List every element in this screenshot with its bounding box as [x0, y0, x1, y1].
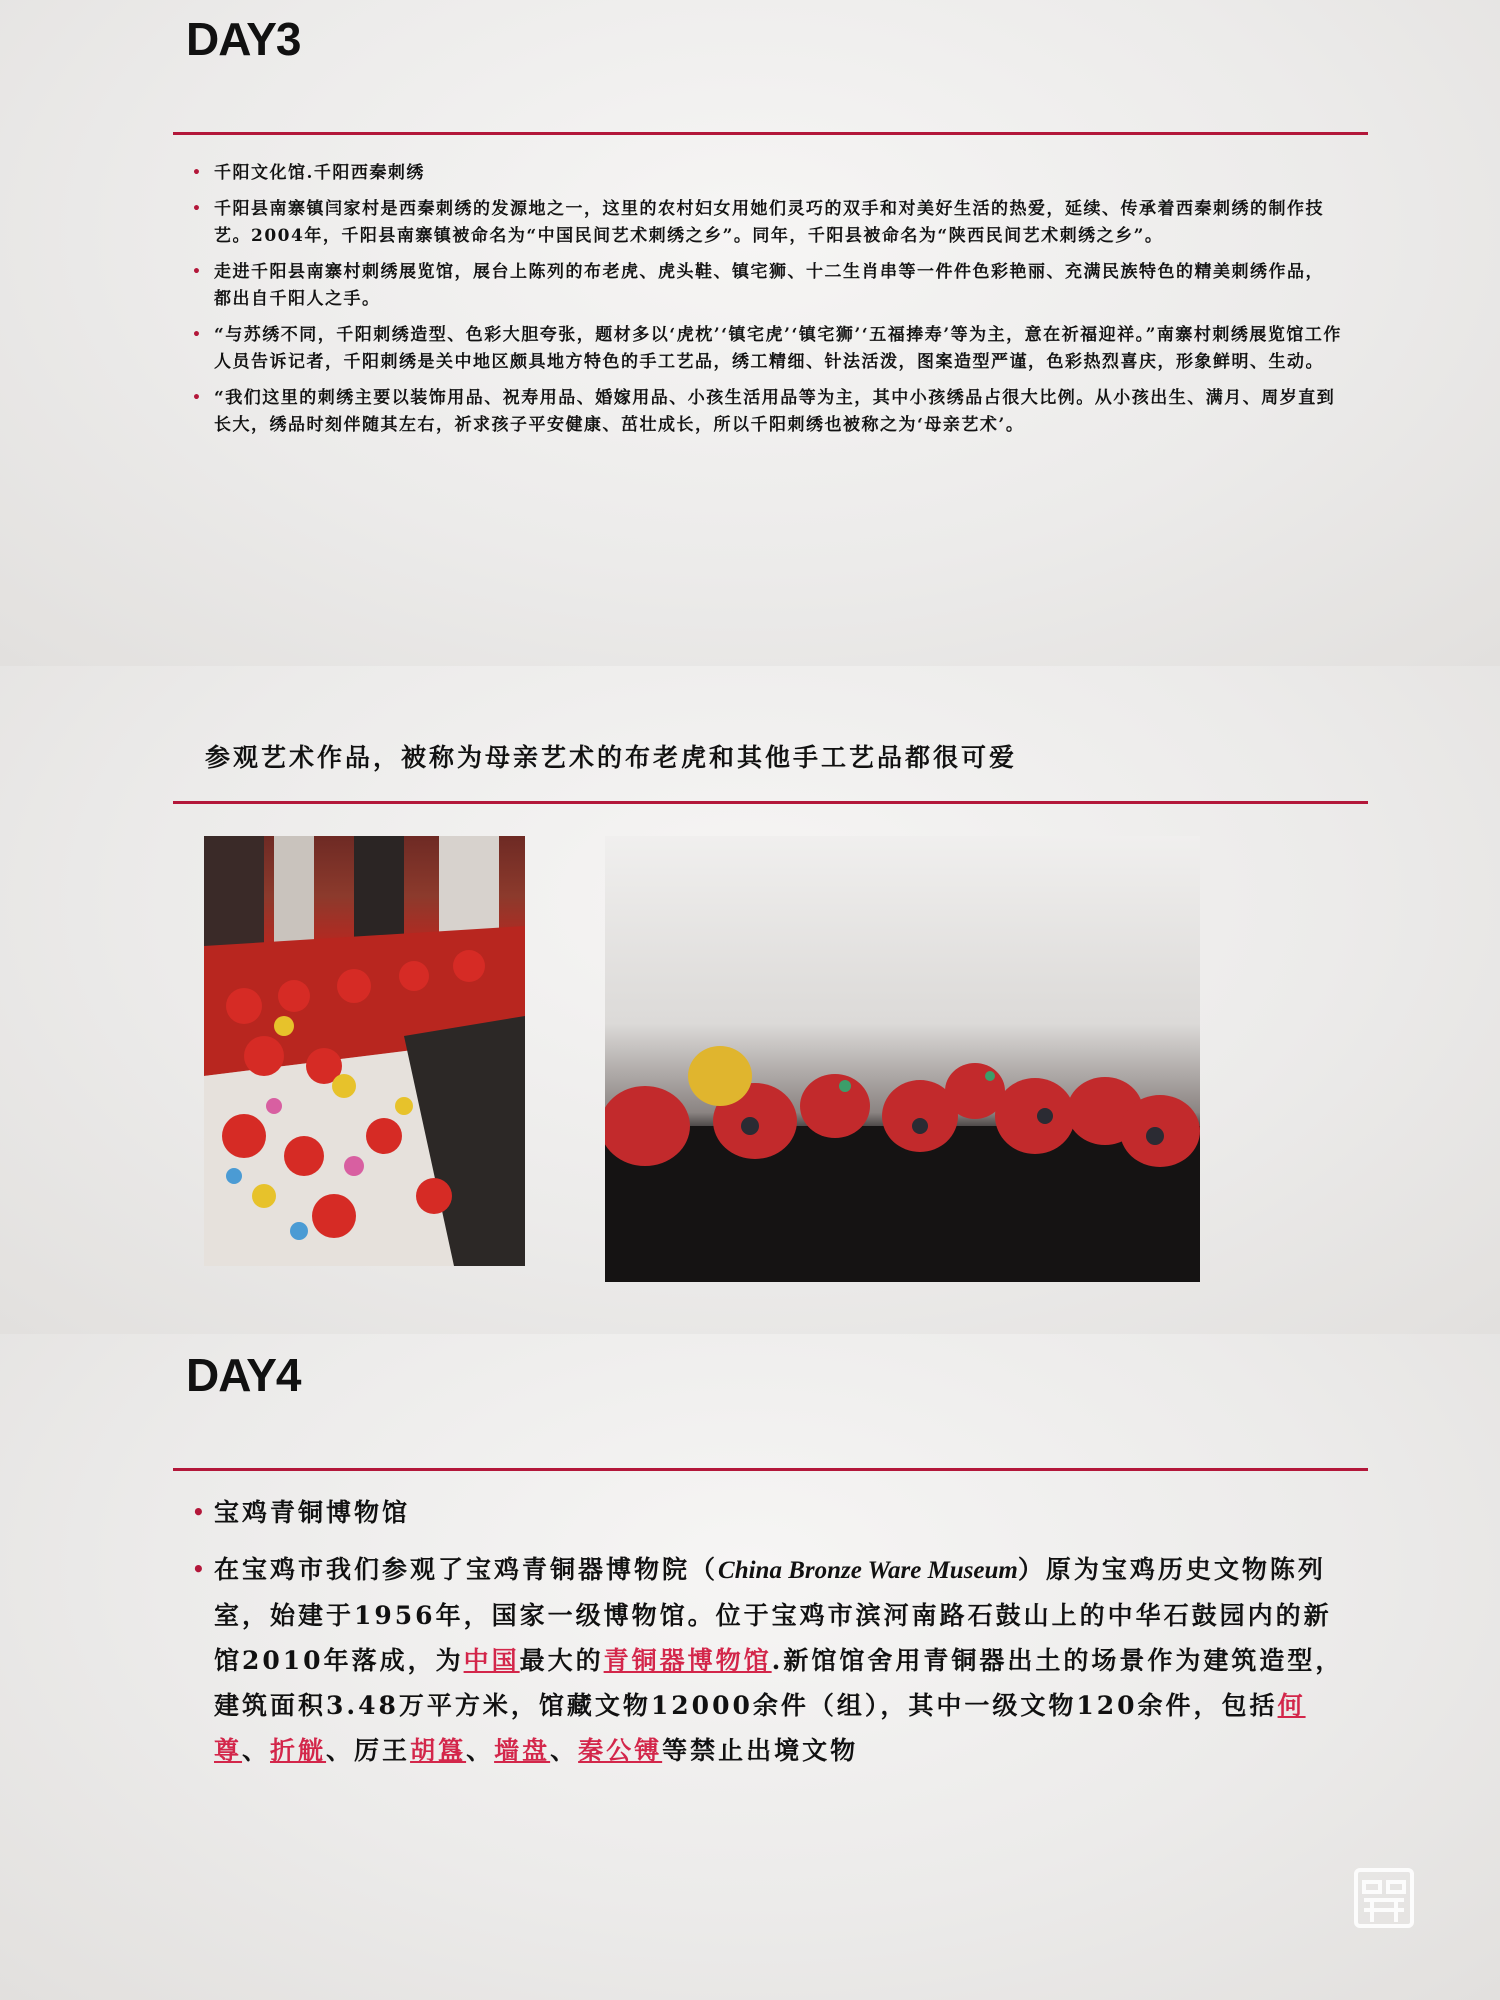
list-item: • “我们这里的刺绣主要以装饰用品、祝寿用品、婚嫁用品、小孩生活用品等为主，其中小孩绣品占很大比例。从小孩出生、满月、周岁直到长大，绣品时刻伴随其左右，祈求孩子平安健康、茁壮成长，所以千阳刺绣也被称之为‘母亲艺术’。: [182, 385, 1342, 439]
list-item: • 宝鸡青铜博物馆: [182, 1490, 1352, 1535]
embroidery-table-photo: [204, 836, 525, 1266]
bullet-icon: •: [192, 390, 203, 406]
slide-day4: [0, 1334, 1500, 2000]
link-qiang-pan[interactable]: 墙盘: [494, 1736, 551, 1765]
bullet-icon: •: [192, 327, 203, 343]
link-qin-gong-bo[interactable]: 秦公镈: [578, 1736, 663, 1765]
title-divider: [173, 1468, 1368, 1471]
cloth-tigers-image: [605, 836, 1200, 1282]
list-item: • 在宝鸡市我们参观了宝鸡青铜器博物院（China Bronze Ware Museum）原为宝鸡历史文物陈列室，始建于1956年，国家一级博物馆。位于宝鸡市滨河南路石鼓山上的中华石鼓园内的新馆2010年落成，为中国最大的青铜器博物馆.新馆馆舍用青铜器出土的场景作为建筑造型，建筑面积3.48万平方米，馆藏文物12000余件（组），其中一级文物120余件，包括何尊、折觥、厉王胡簋、墙盘、秦公镈等禁止出境文物: [182, 1547, 1352, 1773]
embroidery-table-image: [204, 836, 525, 1266]
link-bronze-museum[interactable]: 青铜器博物馆: [603, 1646, 772, 1675]
list-item: • 走进千阳县南寨村刺绣展览馆，展台上陈列的布老虎、虎头鞋、镇宅狮、十二生肖串等一件件色彩艳丽、充满民族特色的精美刺绣作品，都出自千阳人之手。: [182, 259, 1342, 313]
slide-day3: [0, 0, 1500, 666]
slide-heading: 参观艺术作品，被称为母亲艺术的布老虎和其他手工艺品都很可爱: [205, 743, 1018, 772]
list-item: • 千阳文化馆.千阳西秦刺绣: [182, 160, 1342, 187]
bullet-icon: •: [192, 1500, 208, 1524]
title-divider: [173, 132, 1368, 135]
link-hu-gui[interactable]: 胡簋: [410, 1736, 467, 1765]
list-item: • 千阳县南寨镇闫家村是西秦刺绣的发源地之一，这里的农村妇女用她们灵巧的双手和对美好生活的热爱，延续、传承着西秦刺绣的制作技艺。2004年，千阳县南寨镇被命名为“中国民间艺术刺绣之乡”。同年，千阳县被命名为“陕西民间艺术刺绣之乡”。: [182, 196, 1342, 250]
list-item: • “与苏绣不同，千阳刺绣造型、色彩大胆夸张，题材多以‘虎枕’‘镇宅虎’‘镇宅狮’‘五福捧寿’等为主，意在祈福迎祥。”南寨村刺绣展览馆工作人员告诉记者，千阳刺绣是关中地区颇具地方特色的手工艺品，绣工精细、针法活泼，图案造型严谨，色彩热烈喜庆，形象鲜明、生动。: [182, 322, 1342, 376]
slide-title: DAY3: [186, 13, 301, 65]
link-he-zun[interactable]: 何尊: [214, 1691, 1306, 1765]
bullet-icon: •: [192, 201, 203, 217]
bullet-icon: •: [192, 264, 203, 280]
link-china[interactable]: 中国: [463, 1646, 520, 1675]
bullet-list: [182, 160, 1342, 448]
link-zhe-gong[interactable]: 折觥: [270, 1736, 327, 1765]
title-divider: [173, 801, 1368, 804]
cloth-tigers-photo: [605, 836, 1200, 1282]
slide-title: DAY4: [186, 1349, 301, 1401]
watermark-logo-icon: [1352, 1866, 1416, 1930]
bullet-list: [182, 1490, 1352, 1785]
slide-artworks: [0, 666, 1500, 1334]
english-museum-name: China Bronze Ware Museum: [718, 1557, 1018, 1584]
bullet-icon: •: [192, 1557, 208, 1581]
bullet-icon: •: [192, 165, 203, 181]
